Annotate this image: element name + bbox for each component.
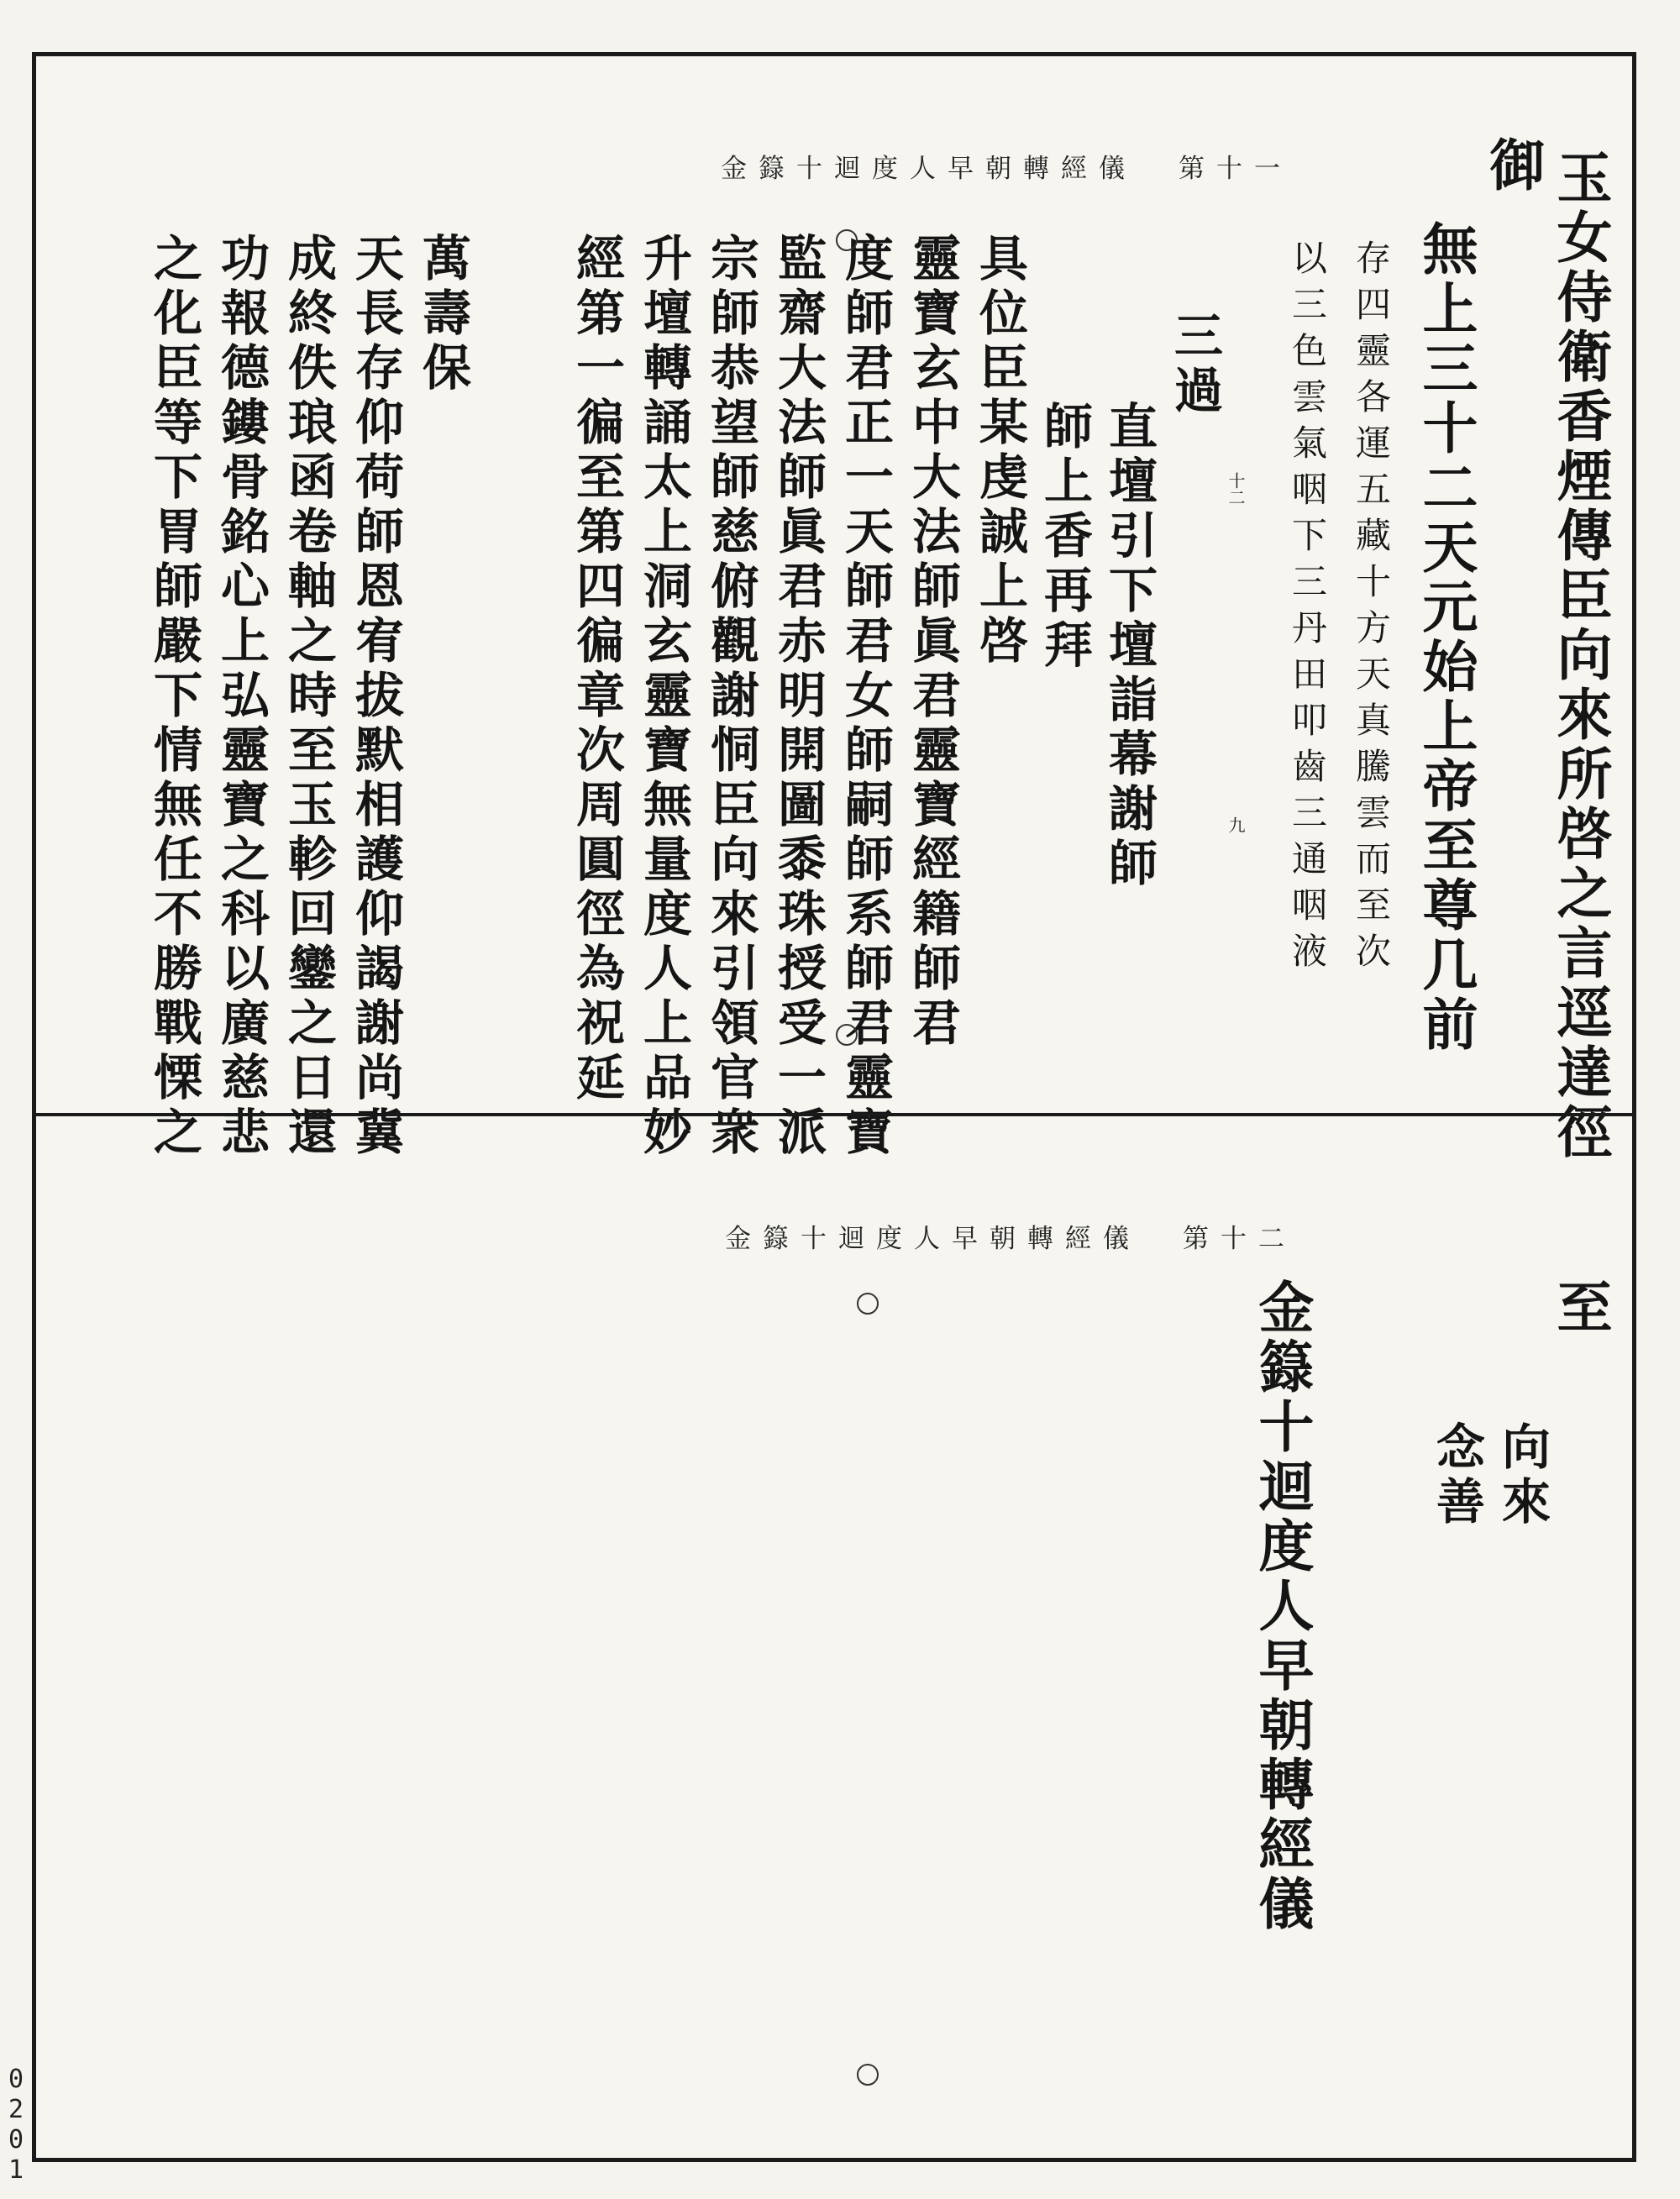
upper-col-12: 監齋大法師眞君赤明開圖黍珠授受一派 (769, 233, 827, 1161)
page-number-digit: 1 (8, 2155, 24, 2185)
punctuation-circle (836, 1024, 858, 1046)
lower-header-page-label: 第十二 (1183, 1224, 1296, 1254)
upper-col-9: 具位臣某虔誠上啓 (971, 233, 1028, 669)
upper-col-7: 直壇引下壇詣幕謝師 (1100, 401, 1158, 892)
upper-col-1: 玉女侍衛香煙傳臣向來所啓之言逕達徑 (1547, 149, 1613, 1162)
page-number-digit: 2 (8, 2095, 24, 2124)
page-frame (32, 52, 1636, 2162)
punctuation-circle (857, 2064, 879, 2086)
upper-col-6: 三過 (1166, 310, 1223, 419)
upper-col-16: 萬壽保 (414, 233, 471, 396)
upper-col-note-2: 九 (1226, 816, 1246, 833)
lower-col-1: 至 (1547, 1278, 1613, 1338)
upper-header-title: 金籙十迴度人早朝轉經儀 (721, 154, 1137, 184)
upper-col-11: 度師君正一天師君女師嗣師系師君靈寶 (837, 233, 894, 1161)
lower-col-2: 向來 (1494, 1421, 1551, 1530)
upper-col-14: 升壇轉誦太上洞玄靈寶無量度人上品妙 (635, 233, 692, 1161)
upper-col-10: 靈寶玄中大法師眞君靈寶經籍師君 (904, 233, 961, 1052)
lower-header-title: 金籙十迴度人早朝轉經儀 (725, 1224, 1141, 1254)
upper-col-5: 以三色雲氣咽下三丹田叩齒三通咽液 (1287, 239, 1328, 979)
upper-col-15: 經第一徧至第四徧章次周圓徑為祝延 (568, 233, 625, 1106)
upper-col-2: 御 (1480, 136, 1546, 196)
upper-page-header (721, 147, 1292, 185)
lower-col-4: 金籙十迴度人早朝轉經儀 (1249, 1278, 1315, 1934)
page-number-digit: 0 (8, 2125, 24, 2154)
punctuation-circle (857, 1293, 879, 1315)
upper-col-13: 宗師恭望師慈俯觀謝恫臣向來引領官衆 (702, 233, 759, 1161)
upper-header-page-label: 第十一 (1179, 154, 1292, 184)
punctuation-circle (836, 229, 858, 251)
page-number-digit: 0 (8, 2065, 24, 2094)
upper-col-note-1: 十二 (1226, 472, 1246, 506)
upper-col-3: 無上三十二天元始上帝至尊几前 (1413, 220, 1478, 1055)
upper-col-17: 天長存仰荷師恩宥拔默相護仰謁謝尚冀 (347, 233, 404, 1161)
page-divider (36, 1113, 1632, 1116)
upper-col-20: 之化臣等下胃師嚴下情無任不勝戰慄之 (145, 233, 202, 1161)
upper-col-8: 師上香再拜 (1036, 401, 1093, 674)
page-number (2, 2065, 30, 2186)
upper-col-4: 存四靈各運五藏十方天真騰雲而至次 (1351, 239, 1392, 979)
lower-col-3: 念善 (1428, 1421, 1485, 1530)
upper-col-19: 功報德鏤骨銘心上弘靈寶之科以廣慈悲 (213, 233, 270, 1161)
upper-col-18: 成終佚琅函卷軸之時至玉軫回鑾之日還 (280, 233, 337, 1161)
lower-page-header (725, 1217, 1296, 1255)
